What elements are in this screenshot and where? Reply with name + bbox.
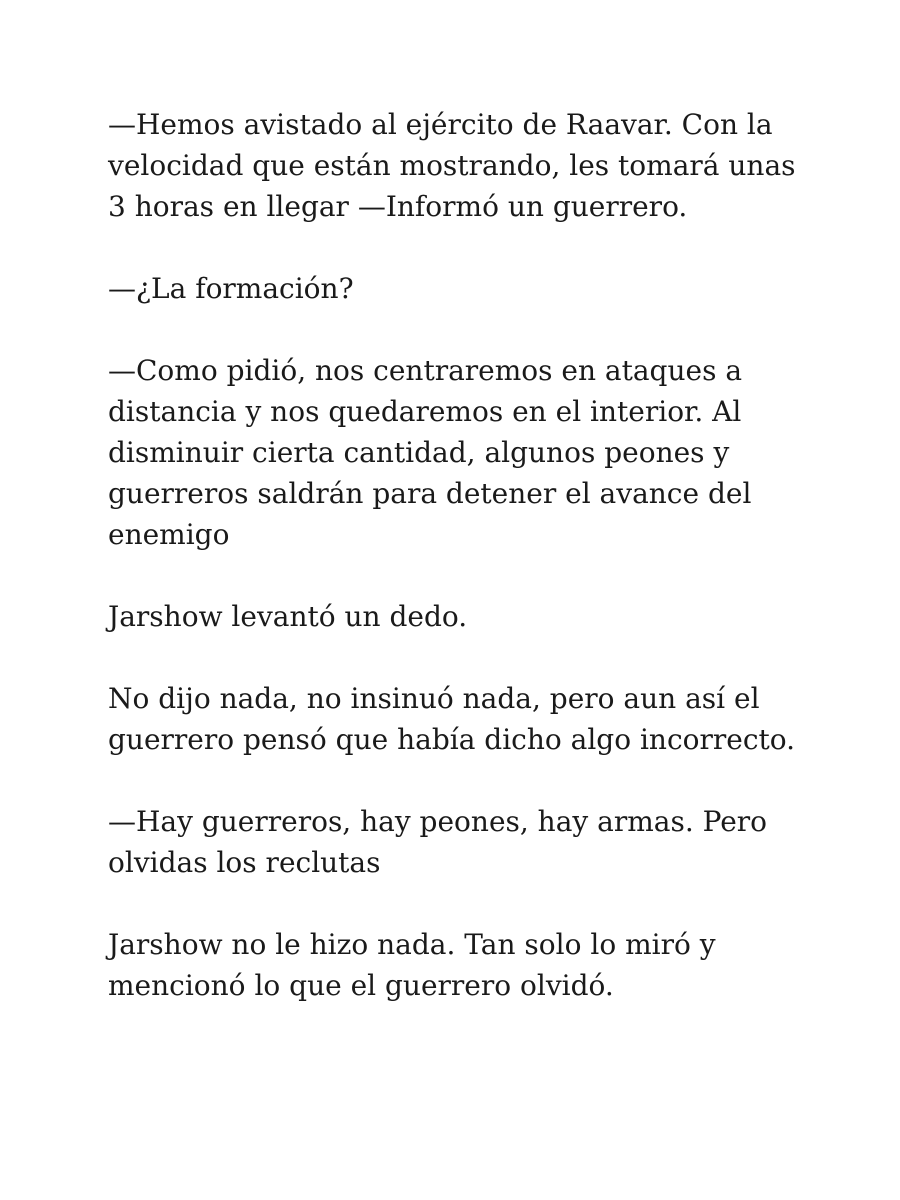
paragraph-report: —Hemos avistado al ejército de Raavar. Con la velocidad que están mostrando, les tomará unas 3 horas en llegar —Informó un guerrero. — [108, 108, 796, 223]
paragraph-formation-answer: —Como pidió, nos centraremos en ataques a distancia y nos quedaremos en el interior. Al disminuir cierta cantidad, algunos peones y guerreros saldrán para detener el avance del enemigo — [108, 354, 752, 551]
paragraph-jarshow-look: Jarshow no le hizo nada. Tan solo lo miró y mencionó lo que el guerrero olvidó. — [108, 928, 716, 1002]
paragraph-warrior-thought: No dijo nada, no insinuó nada, pero aun así el guerrero pensó que había dicho algo incorrecto. — [108, 682, 796, 756]
paragraph-recruits: —Hay guerreros, hay peones, hay armas. Pero olvidas los reclutas — [108, 805, 768, 879]
paragraph-formation-question: —¿La formación? — [108, 272, 354, 305]
paragraph-jarshow-finger: Jarshow levantó un dedo. — [108, 600, 468, 633]
document-body — [108, 104, 808, 1047]
